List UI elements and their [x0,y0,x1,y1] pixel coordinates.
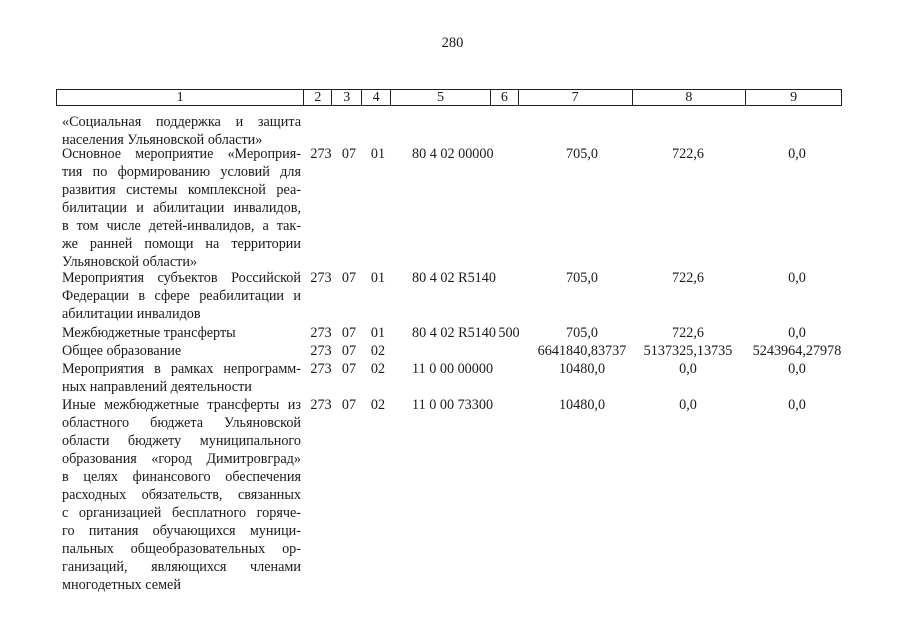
cell-col-3: 07 [341,325,357,341]
header-cell-7: 7 [519,90,633,105]
cell-col-4: 01 [370,146,386,162]
cell-col-4: 01 [370,325,386,341]
description-line: Иные межбюджетные трансферты из [62,397,301,413]
cell-col-8: 722,6 [672,270,704,286]
cell-col-2: 273 [310,343,332,359]
cell-col-4: 02 [370,343,386,359]
description-line: областного бюджета Ульяновской [62,415,301,431]
cell-col-3: 07 [341,397,357,413]
header-cell-4: 4 [362,90,391,105]
cell-col-8: 0,0 [679,397,697,413]
cell-col-3: 07 [341,361,357,377]
description-line: тия по формированию условий для [62,164,301,180]
description-line: Основное мероприятие «Мероприя- [62,146,301,162]
cell-col-9: 0,0 [788,325,806,341]
description-line: Федерации в сфере реабилитации и [62,288,301,304]
cell-col-9: 0,0 [788,397,806,413]
description-line: ганизаций, являющихся членами [62,559,301,575]
row-description [62,145,301,271]
row-description [62,113,301,149]
description-line: «Социальная поддержка и защита [62,114,301,130]
cell-col-6: 500 [498,325,520,341]
cell-col-9: 5243964,27978 [752,343,842,359]
row-description [62,269,301,323]
description-line: абилитации инвалидов [62,306,201,322]
description-line: образования «город Димитровград» [62,451,301,467]
cell-col-3: 07 [341,270,357,286]
cell-col-2: 273 [310,397,332,413]
cell-col-7: 10480,0 [558,397,606,413]
row-description [62,396,301,594]
description-line: развития системы комплексной реа- [62,182,301,198]
page-number: 280 [441,35,464,51]
cell-col-8: 0,0 [679,361,697,377]
cell-col-7: 705,0 [566,270,598,286]
description-line: Мероприятия субъектов Российской [62,270,301,286]
description-line: пальных общеобразовательных ор- [62,541,301,557]
cell-col-7: 10480,0 [558,361,606,377]
cell-col-2: 273 [310,361,332,377]
description-line: билитации и абилитации инвалидов, [62,200,301,216]
description-line: населения Ульяновской области» [62,132,263,148]
description-line: многодетных семей [62,577,181,593]
description-line: расходных обязательств, связанных [62,487,301,503]
cell-col-8: 5137325,13735 [643,343,733,359]
header-cell-3: 3 [332,90,362,105]
description-line: в целях финансового обеспечения [62,469,301,485]
cell-col-4: 02 [370,361,386,377]
cell-col-9: 0,0 [788,146,806,162]
header-cell-2: 2 [304,90,332,105]
header-cell-8: 8 [633,90,747,105]
header-cell-9: 9 [790,90,798,105]
cell-col-8: 722,6 [672,146,704,162]
cell-col-3: 07 [341,146,357,162]
row-description [62,342,301,360]
cell-col-7: 705,0 [566,325,598,341]
cell-col-3: 07 [341,343,357,359]
cell-col-7: 705,0 [566,146,598,162]
cell-col-5: 80 4 02 R5140 [412,270,496,286]
description-line: области бюджету муниципального [62,433,301,449]
description-line: Межбюджетные трансферты [62,325,236,341]
cell-col-2: 273 [310,270,332,286]
cell-col-4: 01 [370,270,386,286]
description-line: ных направлений деятельности [62,379,252,395]
header-cell-1: 1 [57,90,304,105]
cell-col-5: 11 0 00 73300 [412,397,494,413]
cell-col-5: 80 4 02 00000 [412,146,494,162]
description-line: с организацией бесплатного горяче- [62,505,301,521]
description-line: го питания обучающихся муници- [62,523,301,539]
description-line: же ранней помощи на территории [62,236,301,252]
description-line: в том числе детей-инвалидов, а так- [62,218,301,234]
cell-col-8: 722,6 [672,325,704,341]
cell-col-9: 0,0 [788,270,806,286]
cell-col-9: 0,0 [788,361,806,377]
cell-col-2: 273 [310,146,332,162]
description-line: Общее образование [62,343,182,359]
cell-col-5: 80 4 02 R5140 [412,325,496,341]
header-cell-6: 6 [491,90,519,105]
cell-col-2: 273 [310,325,332,341]
row-description [62,324,301,342]
description-line: Ульяновской области» [62,254,198,270]
cell-col-7: 6641840,83737 [537,343,627,359]
description-line: Мероприятия в рамках непрограмм- [62,361,301,377]
row-description [62,360,301,396]
header-cell-5: 5 [391,90,491,105]
cell-col-4: 02 [370,397,386,413]
cell-col-5: 11 0 00 00000 [412,361,494,377]
